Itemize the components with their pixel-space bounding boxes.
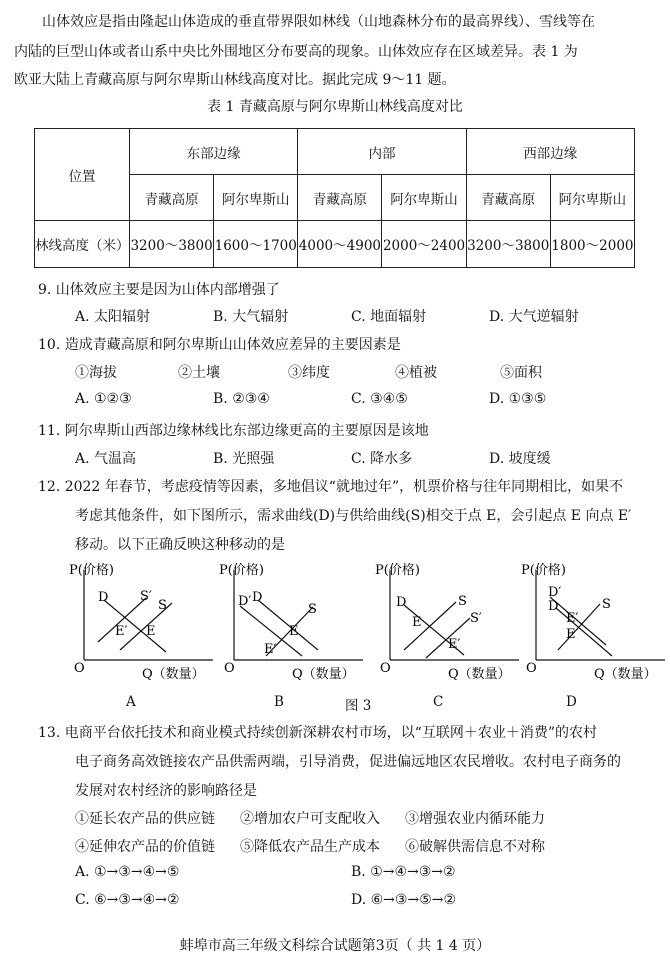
q13-option-d[interactable]: D. ⑥→③→⑤→② <box>351 892 457 908</box>
curve-label: D <box>548 599 559 614</box>
curve-label: S′ <box>470 611 482 626</box>
q13-item: ②增加农户可支配收入 <box>240 811 380 827</box>
q13-item: ⑥破解供需信息不对称 <box>405 839 545 855</box>
q13-option-c[interactable]: C. ⑥→③→④→② <box>75 892 180 908</box>
q10-option-b[interactable]: B. ②③④ <box>213 391 270 407</box>
panel-d-diagram <box>520 560 670 690</box>
value-cell: 2000～2400 <box>382 221 466 268</box>
curve-label: S <box>458 594 467 609</box>
panel-label-a[interactable]: A <box>126 694 136 710</box>
q9-option-a[interactable]: A. 太阳辐射 <box>75 309 151 325</box>
q10-stem: 10. 造成青藏高原和阿尔卑斯山山体效应差异的主要因素是 <box>38 337 401 353</box>
subheader-cell: 阿尔卑斯山 <box>214 175 298 221</box>
q12-line-1: 12. 2022 年春节，考虑疫情等因素，多地倡议“就地过年”，机票价格与往年同期相比，如果不 <box>38 479 624 495</box>
point-label: E <box>566 627 576 642</box>
q11-option-b[interactable]: B. 光照强 <box>213 451 275 467</box>
panel-c-diagram <box>374 560 524 690</box>
x-axis-label: Q（数量） <box>448 667 511 682</box>
q11-option-a[interactable]: A. 气温高 <box>75 451 137 467</box>
value-cell: 3200～3800 <box>130 221 214 268</box>
group-header-east: 东部边缘 <box>130 129 298 175</box>
supply-curve-s <box>558 604 600 650</box>
q9-stem: 9. 山体效应主要是因为山体内部增强了 <box>38 282 280 298</box>
panel-label-d[interactable]: D <box>566 694 577 710</box>
curve-label: S′ <box>140 589 152 604</box>
point-label: E′ <box>566 611 579 626</box>
q11-stem: 11. 阿尔卑斯山西部边缘林线比东部边缘更高的主要原因是该地 <box>38 423 429 439</box>
panel-label-c[interactable]: C <box>433 694 444 710</box>
value-cell: 1600～1700 <box>214 221 298 268</box>
group-header-west: 西部边缘 <box>466 129 634 175</box>
row-label: 林线高度（米） <box>35 221 130 268</box>
intro-line-1: 山体效应是指由隆起山体造成的垂直带界限如林线（山地森林分布的最高界线）、雪线等在 <box>42 14 595 30</box>
point-label: E′ <box>264 642 277 657</box>
q13-item: ④延伸农产品的价值链 <box>75 839 215 855</box>
q9-option-c[interactable]: C. 地面辐射 <box>351 309 427 325</box>
curve-label: D <box>396 595 407 610</box>
point-label: E <box>146 624 156 639</box>
q10-factor: ④植被 <box>395 365 437 381</box>
x-axis-label: Q（数量） <box>142 667 205 682</box>
q13-line-1: 13. 电商平台依托技术和商业模式持续创新深耕农村市场，以“互联网＋农业＋消费”的农村 <box>38 725 598 741</box>
panel-a-diagram <box>68 560 218 690</box>
figure-3 <box>0 560 670 715</box>
q11-option-d[interactable]: D. 坡度缓 <box>489 451 551 467</box>
q13-line-3: 发展对农村经济的影响路径是 <box>75 783 257 799</box>
q13-item: ①延长农产品的供应链 <box>75 811 215 827</box>
q13-item: ③增强农业内循环能力 <box>405 811 545 827</box>
curve-label: S <box>308 602 317 617</box>
curve-label: S <box>602 597 611 612</box>
origin-label: O <box>74 661 85 676</box>
point-label: E <box>412 615 422 630</box>
value-cell: 4000～4900 <box>298 221 382 268</box>
origin-label: O <box>380 661 391 676</box>
q10-option-a[interactable]: A. ①②③ <box>75 391 132 407</box>
curve-label: S <box>158 598 167 613</box>
q12-line-3: 移动。以下正确反映这种移动的是 <box>75 537 285 553</box>
subheader-cell: 青藏高原 <box>466 175 550 221</box>
x-axis-label: Q（数量） <box>292 667 355 682</box>
q10-option-c[interactable]: C. ③④⑤ <box>351 391 408 407</box>
intro-line-3: 欧亚大陆上青藏高原与阿尔卑斯山林线高度对比。据此完成 9～11 题。 <box>14 72 456 88</box>
figure-caption: 图 3 <box>345 698 372 714</box>
point-label: E′ <box>115 624 128 639</box>
q10-factor: ②土壤 <box>178 365 220 381</box>
curve-label: D <box>98 590 109 605</box>
curve-label: D′ <box>548 585 562 600</box>
q9-option-b[interactable]: B. 大气辐射 <box>213 309 289 325</box>
q12-line-2: 考虑其他条件，如下图所示，需求曲线(D)与供给曲线(S)相交于点 E，会引起点 E 向点 E′ <box>75 508 632 524</box>
y-axis-label: P(价格) <box>375 563 420 578</box>
q13-option-b[interactable]: B. ①→④→③→② <box>351 864 456 880</box>
subheader-cell: 青藏高原 <box>130 175 214 221</box>
q13-line-2: 电子商务高效链接农产品供需两端，引导消费，促进偏远地区农民增收。农村电子商务的 <box>75 754 621 770</box>
q13-item: ⑤降低农产品生产成本 <box>240 839 380 855</box>
position-header: 位置 <box>35 129 130 221</box>
q13-option-a[interactable]: A. ①→③→④→⑤ <box>75 864 180 880</box>
q10-factor: ③纬度 <box>288 365 330 381</box>
y-axis-label: P(价格) <box>69 563 114 578</box>
curve-label: D′ <box>238 594 252 609</box>
treeline-table <box>34 128 635 268</box>
value-cell: 3200～3800 <box>466 221 550 268</box>
q10-option-d[interactable]: D. ①③⑤ <box>489 391 547 407</box>
panel-label-b[interactable]: B <box>274 694 284 710</box>
q11-option-c[interactable]: C. 降水多 <box>351 451 413 467</box>
q9-option-d[interactable]: D. 大气逆辐射 <box>489 309 579 325</box>
x-axis-label: Q（数量） <box>594 667 657 682</box>
point-label: E′ <box>448 637 461 652</box>
intro-line-2: 内陆的巨型山体或者山系中央比外围地区分布要高的现象。山体效应存在区域差异。表 1 为 <box>14 44 578 60</box>
origin-label: O <box>526 661 537 676</box>
q10-factor: ①海拔 <box>75 365 117 381</box>
subheader-cell: 青藏高原 <box>298 175 382 221</box>
q10-factor: ⑤面积 <box>500 365 542 381</box>
origin-label: O <box>224 661 235 676</box>
demand-curve-d <box>556 608 612 656</box>
value-cell: 1800～2000 <box>550 221 634 268</box>
group-header-inner: 内部 <box>298 129 466 175</box>
subheader-cell: 阿尔卑斯山 <box>550 175 634 221</box>
subheader-cell: 阿尔卑斯山 <box>382 175 466 221</box>
curve-label: D <box>252 590 263 605</box>
panel-b-diagram <box>218 560 368 690</box>
y-axis-label: P(价格) <box>521 563 566 578</box>
table-title: 表 1 青藏高原与阿尔卑斯山林线高度对比 <box>207 99 463 115</box>
page-footer: 蚌埠市高三年级文科综合试题第3页（ 共 1 4 页） <box>179 938 491 954</box>
y-axis-label: P(价格) <box>219 563 264 578</box>
point-label: E <box>289 624 299 639</box>
